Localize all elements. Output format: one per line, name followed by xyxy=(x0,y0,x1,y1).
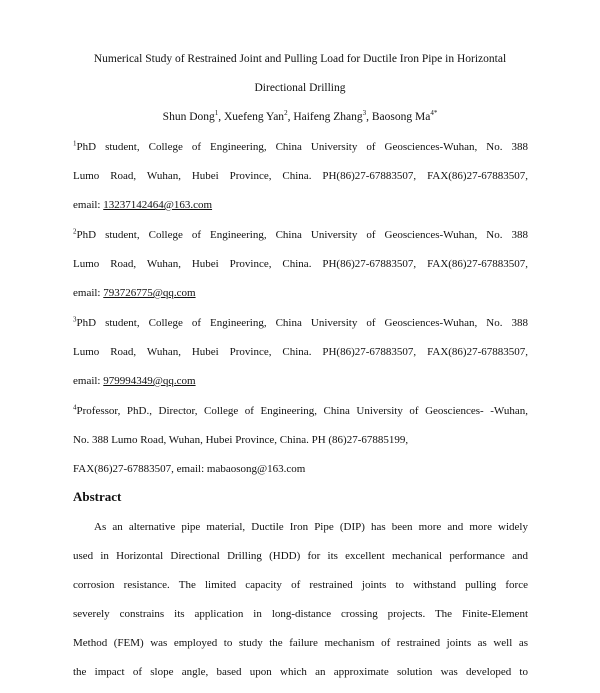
affiliation-1-line-1 xyxy=(73,140,528,154)
affiliation-3-line-1 xyxy=(73,316,528,330)
affiliation-4-line-1 xyxy=(73,404,528,418)
affiliation-4-line-2: No. 388 Lumo Road, Wuhan, Hubei Province, China. PH (86)27-67885199, xyxy=(73,434,409,446)
affiliation-mark: 1 xyxy=(73,139,77,148)
email-label: email: xyxy=(73,199,104,211)
email-link[interactable]: 793726775@qq.com xyxy=(103,287,196,299)
abstract-line: corrosion resistance. The limited capacity of restrained joints to withstand pulling force xyxy=(73,579,528,591)
author-mark: 3 xyxy=(362,109,367,118)
affiliation-3-line-2: Lumo Road, Wuhan, Hubei Province, China. PH(86)27-67883507, FAX(86)27-67883507, xyxy=(73,346,528,358)
affiliation-text: PhD student, College of Engineering, China University of Geosciences-Wuhan, No. 388 xyxy=(76,229,528,241)
affiliation-text: PhD student, College of Engineering, China University of Geosciences-Wuhan, No. 388 xyxy=(76,317,528,329)
author-name: Haifeng Zhang xyxy=(293,111,363,123)
author-name: Shun Dong xyxy=(162,111,215,123)
affiliation-1-line-2: Lumo Road, Wuhan, Hubei Province, China. PH(86)27-67883507, FAX(86)27-67883507, xyxy=(73,170,528,182)
affiliation-text: PhD student, College of Engineering, China University of Geosciences-Wuhan, No. 388 xyxy=(76,141,528,153)
author-name: Baosong Ma xyxy=(371,111,431,123)
affiliation-mark: 4 xyxy=(73,403,77,412)
affiliation-mark: 3 xyxy=(73,315,77,324)
abstract-line: As an alternative pipe material, Ductile Iron Pipe (DIP) has been more and more widely xyxy=(94,521,528,533)
author-separator: , xyxy=(366,111,372,123)
author-mark: 2 xyxy=(284,109,288,118)
affiliation-text: Professor, PhD., Director, College of Engineering, China University of Geosciences- -Wuhan, xyxy=(76,405,528,417)
abstract-line: the impact of slope angle, based upon which an approximate solution was developed to xyxy=(73,666,528,678)
affiliation-3-email-line xyxy=(73,374,528,388)
abstract-heading: Abstract xyxy=(73,489,122,504)
affiliation-4-line-3: FAX(86)27-67883507, email: mabaosong@163.com xyxy=(73,463,306,475)
abstract-line: Method (FEM) was employed to study the failure mechanism of restrained joints as well as xyxy=(73,637,528,649)
paper-title-line-1: Numerical Study of Restrained Joint and Pulling Load for Ductile Iron Pipe in Horizontal xyxy=(93,53,507,65)
email-link[interactable]: 13237142464@163.com xyxy=(103,199,213,211)
affiliation-2-email-line xyxy=(73,286,528,300)
email-label: email: xyxy=(73,287,104,299)
author-separator: , xyxy=(287,111,294,123)
affiliation-2-line-2: Lumo Road, Wuhan, Hubei Province, China. PH(86)27-67883507, FAX(86)27-67883507, xyxy=(73,258,528,270)
author-name: Xuefeng Yan xyxy=(224,111,285,123)
affiliation-2-line-1 xyxy=(73,228,528,242)
paper-title-line-2: Directional Drilling xyxy=(254,82,346,94)
author-mark: 4* xyxy=(430,109,438,118)
abstract-line: used in Horizontal Directional Drilling (HDD) for its excellent mechanical performance and xyxy=(73,550,528,562)
author-list xyxy=(0,111,600,123)
abstract-line: severely constrains its application in long-distance crossing projects. The Finite-Element xyxy=(73,608,528,620)
affiliation-mark: 2 xyxy=(73,227,77,236)
email-link[interactable]: 979994349@qq.com xyxy=(103,375,196,387)
author-mark: 1 xyxy=(214,109,219,118)
affiliation-1-email-line xyxy=(73,198,528,212)
email-label: email: xyxy=(73,375,104,387)
author-separator: , xyxy=(218,111,224,123)
